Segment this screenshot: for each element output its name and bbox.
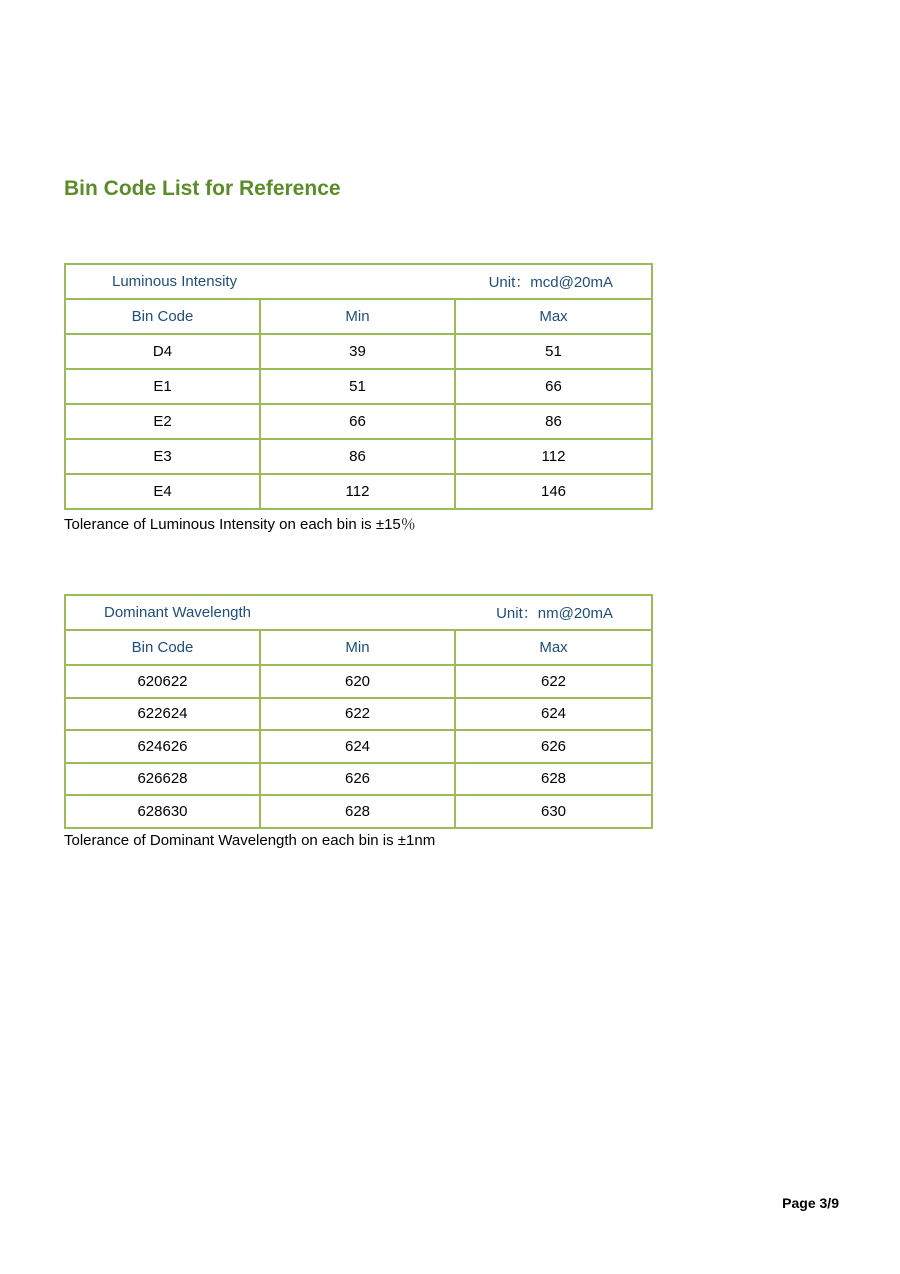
bin-code-cell: 620622 [65,665,260,698]
table-label: Luminous Intensity [112,273,238,290]
min-cell: 39 [260,334,455,369]
table-row [65,730,652,763]
max-cell: 66 [455,369,652,404]
column-header-bin-code: Bin Code [65,630,260,665]
unit-label: Unit：mcd@20mA [488,274,614,291]
max-cell: 624 [455,698,652,731]
max-cell: 146 [455,474,652,509]
column-header-bin-code: Bin Code [65,299,260,334]
column-header-max: Max [455,299,652,334]
page-number: Page 3/9 [782,1195,839,1211]
table-row [65,698,652,731]
table-label: Dominant Wavelength [104,604,252,621]
bin-code-cell: 622624 [65,698,260,731]
max-cell: 112 [455,439,652,474]
column-header-max: Max [455,630,652,665]
min-cell: 624 [260,730,455,763]
table-row [65,369,652,404]
min-cell: 626 [260,763,455,796]
luminous-tolerance-note: Tolerance of Luminous Intensity on each bin is ±15％ [64,516,416,533]
min-cell: 112 [260,474,455,509]
min-cell: 620 [260,665,455,698]
min-cell: 51 [260,369,455,404]
table-row [65,795,652,828]
max-cell: 628 [455,763,652,796]
table-row [65,474,652,509]
bin-code-cell: D4 [65,334,260,369]
table-row [65,439,652,474]
table-row [65,665,652,698]
min-cell: 86 [260,439,455,474]
max-cell: 51 [455,334,652,369]
column-header-min: Min [260,299,455,334]
max-cell: 622 [455,665,652,698]
column-header-row [65,630,652,665]
bin-code-cell: E3 [65,439,260,474]
min-cell: 66 [260,404,455,439]
min-cell: 628 [260,795,455,828]
bin-code-cell: 624626 [65,730,260,763]
max-cell: 630 [455,795,652,828]
unit-label: Unit：nm@20mA [496,605,614,622]
bin-code-cell: E2 [65,404,260,439]
bin-code-cell: E1 [65,369,260,404]
table-row [65,404,652,439]
column-header-min: Min [260,630,455,665]
table-group-header [65,595,652,630]
column-header-row [65,299,652,334]
page-title: Bin Code List for Reference [64,177,341,200]
luminous-intensity-table [64,263,653,510]
min-cell: 622 [260,698,455,731]
bin-code-cell: 626628 [65,763,260,796]
max-cell: 626 [455,730,652,763]
table-row [65,334,652,369]
table-group-header [65,264,652,299]
bin-code-cell: 628630 [65,795,260,828]
table-row [65,763,652,796]
max-cell: 86 [455,404,652,439]
wavelength-tolerance-note: Tolerance of Dominant Wavelength on each bin is ±1nm [64,832,436,849]
dominant-wavelength-table [64,594,653,829]
bin-code-cell: E4 [65,474,260,509]
